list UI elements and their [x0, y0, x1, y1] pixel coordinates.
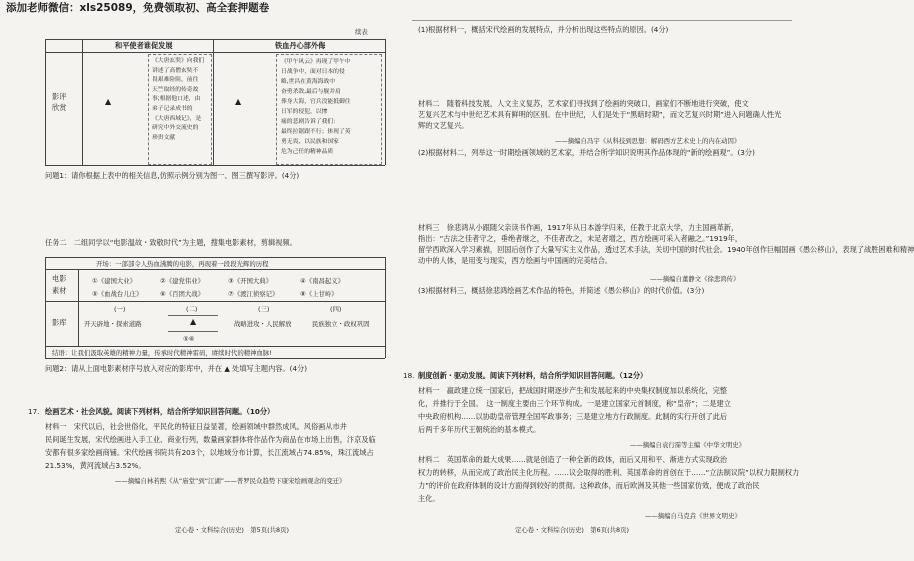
q18-number: 18.	[403, 371, 415, 380]
library-col-2: (二)	[186, 305, 198, 313]
right-question-2: (2)根据材料二，列举这一时期绘画领域的艺术家，并结合所学知识说明其作品体现的“新的绘画观”。(3分)	[418, 148, 755, 157]
review-left-text: 《大唐玄奘》向我们 讲述了高僧玄奘不 畏艰难险阻，前往 天竺取经的传奇故 事;根据他口述，由 弟子记录成书的 《大唐西域记》，是 研究中外交流史的 珍贵文献	[152, 58, 205, 141]
row-label-film-1: 电影	[52, 274, 67, 283]
library-title-1: 开天辟地・探索道路	[84, 320, 142, 328]
library-col-1: (一)	[114, 305, 126, 313]
row-label-review-1: 影评	[52, 92, 67, 101]
material-2-source: ——摘编自冯宇《从科技到思想：解码西方艺术史上的内在动因》	[555, 137, 741, 145]
material-4: ④《南昌起义》	[300, 277, 345, 285]
review-box-right	[276, 54, 382, 165]
review-box-left	[148, 54, 212, 165]
library-title-2: ▲	[190, 317, 197, 326]
question-1: 问题1：请你根据上表中的相关信息,仿照示例分别为图一、图三撰写影评。(4分)	[45, 171, 300, 180]
q17-number: 17.	[28, 407, 40, 416]
table-col2-header: 铁血丹心部外侮	[275, 41, 326, 50]
library-col-4: (四)	[330, 305, 342, 313]
answer-mark-2: ▲	[235, 97, 242, 106]
material-1: ①《建国大业》	[92, 277, 137, 285]
review-right-text: 《甲午风云》再现了甲午中 日战争中，面对日本的侵 略,世昌在黄海海战中 奋勇杀敌,最后与舰并肩 葬身大海，官兵没能抵御住 日军的侵犯，以惨 痛的悲剧告诉了我们： 最终拉锯跟不行；体现了英 勇无畏、以民族和国家 危为己任的精神品质	[281, 59, 351, 155]
library-col-3: (三)	[258, 305, 270, 313]
library-answer: ⑤⑥	[183, 335, 195, 343]
header-rule	[412, 20, 792, 21]
right-question-1: (1)根据材料一，概括宋代绘画的发展特点，并分析出现这些特点的原因。(4分)	[418, 25, 669, 34]
row-label-library: 影库	[52, 318, 67, 327]
q18-material-1-source: ——摘编自袁行霈等主编《中华文明史》	[630, 441, 746, 449]
answer-mark-1: ▲	[105, 97, 112, 106]
material-3-source: ——摘编自董静文《徐悲鸿传》	[650, 275, 740, 283]
question-2: 问题2：请从上面电影素材序号放入对应的影库中，并在 ▲ 处填写主题内容。(4分)	[45, 364, 308, 373]
continued-label: 续表	[355, 28, 368, 36]
material-5: ⑤《血战台儿庄》	[92, 290, 143, 298]
q18-material-2-source: ——摘编自马克垚《世界文明史》	[645, 512, 741, 520]
library-title-4: 民族独立・政权巩固	[312, 320, 370, 328]
film-ending: 结语：让我们汲取英雄的精神力量，传承时代精神雷码，赓续时代的精神血脉!	[52, 349, 272, 357]
material-6: ⑥《百团大战》	[160, 290, 205, 298]
page-footer-left: 定心卷・文科综合(历史) 第5页(共8页)	[175, 526, 289, 534]
library-title-3: 战略进攻・人民解放	[234, 320, 292, 328]
row-label-review-2: 欣赏	[52, 103, 67, 112]
top-notice: 添加老师微信：xls25089，免费领取初、高全套押题卷	[6, 2, 270, 14]
row-label-film-2: 素材	[52, 286, 67, 295]
q17-source: ——摘编自林若熙《从“庙堂”到“江湖”——普罗民众趋势下康宋绘画观念的变迁》	[115, 477, 346, 485]
material-2: ②《建党伟业》	[160, 277, 205, 285]
page-footer-right: 定心卷・文科综合(历史) 第6页(共8页)	[515, 526, 629, 534]
material-7: ⑦《渡江侦察记》	[228, 290, 279, 298]
q18-title: 制度创新・驱动发展。阅读下列材料，结合所学知识回答问题。（12分）	[418, 371, 648, 380]
right-question-3: (3)根据材料三，概括徐悲鸿绘画艺术作品的特色，并简述《愚公移山》的时代价值。(3分)	[418, 286, 705, 295]
q17-title: 绘画艺术・社会风貌。阅读下列材料，结合所学知识回答问题。（10分）	[45, 407, 275, 416]
film-intro: 开场：一部部令人热血沸腾的电影，再现着一段段光辉的历程	[96, 260, 269, 268]
table-col1-header: 和平使者谁促发展	[115, 41, 173, 50]
task-2: 任务二 二组同学以“电影温故・致敬时代”为主题，搜集电影素材，剪辑视频。	[45, 238, 297, 247]
material-8: ⑧《上甘岭》	[300, 290, 338, 298]
material-3: ③《开国大典》	[228, 277, 273, 285]
